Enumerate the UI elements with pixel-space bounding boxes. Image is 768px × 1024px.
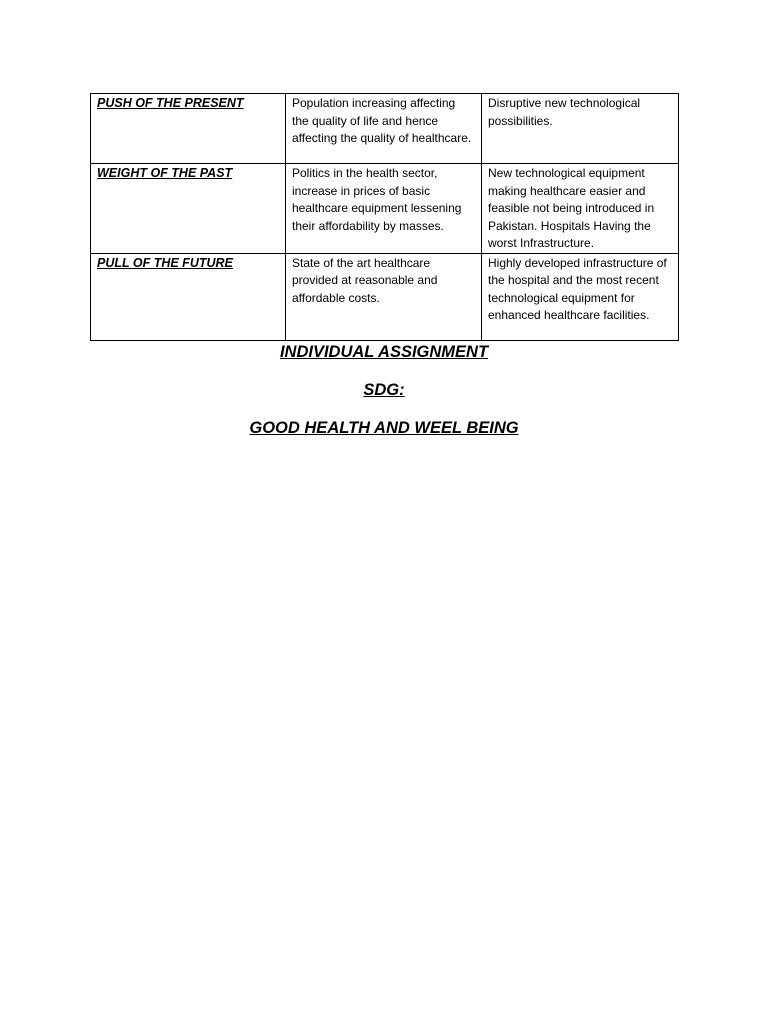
row-heading: PULL OF THE FUTURE: [97, 255, 233, 270]
sdg-heading: SDG:: [363, 381, 405, 399]
table-cell: Highly developed infrastructure of the hospital and the most recent technological equipment for enhanced healthcare facilities.: [482, 253, 679, 340]
row-heading-cell: [91, 94, 286, 164]
goal-heading: GOOD HEALTH AND WEEL BEING: [249, 419, 519, 437]
assignment-heading: INDIVIDUAL ASSIGNMENT: [279, 343, 489, 361]
futures-triangle-table: [90, 93, 679, 341]
table-row: [91, 94, 679, 164]
table-cell: Disruptive new technological possibilities.: [482, 94, 679, 164]
row-heading-cell: [91, 253, 286, 340]
table-cell: Population increasing affecting the quality of life and hence affecting the quality of healthcare.: [286, 94, 482, 164]
table-row: [91, 164, 679, 254]
row-heading: PUSH OF THE PRESENT: [97, 96, 244, 110]
row-heading: WEIGHT OF THE PAST: [97, 166, 233, 180]
table-cell: Politics in the health sector, increase in prices of basic healthcare equipment lessening their affordability by masses.: [286, 164, 482, 254]
row-heading-cell: [91, 164, 286, 254]
table-row: [91, 253, 679, 340]
document-headings: [0, 339, 768, 453]
table-cell: New technological equipment making healthcare easier and feasible not being introduced in Pakistan. Hospitals Having the worst Infrastructure.: [482, 164, 679, 254]
table-cell: State of the art healthcare provided at reasonable and affordable costs.: [286, 253, 482, 340]
